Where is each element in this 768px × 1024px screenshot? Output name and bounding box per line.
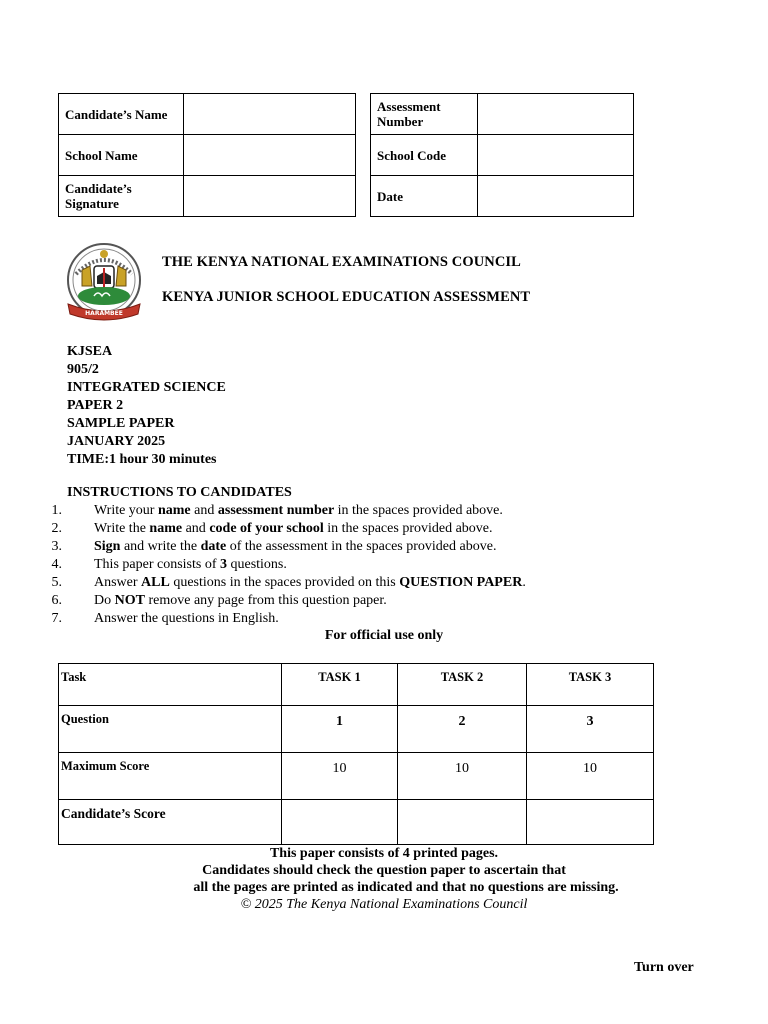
question-3-number: 3 xyxy=(527,706,654,753)
assessment-title: KENYA JUNIOR SCHOOL EDUCATION ASSESSMENT xyxy=(162,289,531,305)
paper-number: PAPER 2 xyxy=(67,398,124,413)
date-label: Date xyxy=(371,176,478,217)
instruction-text: Sign and write the date of the assessment in the spaces provided above. xyxy=(94,539,497,554)
instruction-item xyxy=(48,592,748,610)
max-score-task-2: 10 xyxy=(398,753,527,800)
turn-over-label: Turn over xyxy=(634,960,694,975)
instruction-number: 6. xyxy=(51,593,62,608)
crest-motto: HARAMBEE xyxy=(85,310,123,317)
question-1-number: 1 xyxy=(282,706,398,753)
score-row-label-candidate: Candidate’s Score xyxy=(59,800,282,845)
instruction-text: Write the name and code of your school in the spaces provided above. xyxy=(94,521,493,536)
paper-type: SAMPLE PAPER xyxy=(67,416,175,431)
council-title: THE KENYA NATIONAL EXAMINATIONS COUNCIL xyxy=(162,254,521,270)
school-name-label: School Name xyxy=(59,135,184,176)
exam-name: KJSEA xyxy=(67,344,113,359)
paper-code: 905/2 xyxy=(67,362,99,377)
instruction-text: Write your name and assessment number in the spaces provided above. xyxy=(94,503,503,518)
instruction-number: 3. xyxy=(51,539,62,554)
copyright-note: © 2025 The Kenya National Examinations Council xyxy=(240,897,528,912)
candidate-name-label: Candidate’s Name xyxy=(59,94,184,135)
subject-name: INTEGRATED SCIENCE xyxy=(67,380,226,395)
task-3-header: TASK 3 xyxy=(527,664,654,706)
instruction-number: 4. xyxy=(51,557,62,572)
max-score-task-3: 10 xyxy=(527,753,654,800)
paper-meta xyxy=(67,343,226,469)
instruction-item xyxy=(48,502,748,520)
knec-crest-logo xyxy=(64,240,144,326)
date-field[interactable] xyxy=(478,176,634,217)
check-note-2: all the pages are printed as indicated and that no questions are missing. xyxy=(193,880,619,895)
task-2-header: TASK 2 xyxy=(398,664,527,706)
official-use-label: For official use only xyxy=(324,628,444,643)
page-count-note: This paper consists of 4 printed pages. xyxy=(269,846,499,861)
score-row-label-task: Task xyxy=(59,664,282,706)
instruction-text: Answer ALL questions in the spaces provided on this QUESTION PAPER. xyxy=(94,575,526,590)
instruction-number: 1. xyxy=(51,503,62,518)
check-note-1: Candidates should check the question paper to ascertain that xyxy=(202,863,566,878)
candidate-signature-label: Candidate’s Signature xyxy=(59,176,184,217)
candidate-info-table xyxy=(58,93,356,217)
school-code-label: School Code xyxy=(371,135,478,176)
instruction-text: This paper consists of 3 questions. xyxy=(94,557,287,572)
instruction-text: Answer the questions in English. xyxy=(94,611,279,626)
exam-date: JANUARY 2025 xyxy=(67,434,166,449)
candidate-score-task-3[interactable] xyxy=(527,800,654,845)
candidate-signature-field[interactable] xyxy=(184,176,356,217)
exam-time: TIME:1 hour 30 minutes xyxy=(67,452,217,467)
max-score-task-1: 10 xyxy=(282,753,398,800)
task-1-header: TASK 1 xyxy=(282,664,398,706)
assessment-number-label: Assessment Number xyxy=(371,94,478,135)
instruction-item xyxy=(48,538,748,556)
candidate-score-task-2[interactable] xyxy=(398,800,527,845)
score-table xyxy=(58,663,654,845)
instructions-title: INSTRUCTIONS TO CANDIDATES xyxy=(67,485,292,500)
instruction-item xyxy=(48,610,748,628)
assessment-info-table xyxy=(370,93,634,217)
instruction-item xyxy=(48,520,748,538)
instruction-item xyxy=(48,556,748,574)
assessment-number-field[interactable] xyxy=(478,94,634,135)
instruction-number: 2. xyxy=(51,521,62,536)
score-row-label-question: Question xyxy=(59,706,282,753)
school-code-field[interactable] xyxy=(478,135,634,176)
question-2-number: 2 xyxy=(398,706,527,753)
candidate-name-field[interactable] xyxy=(184,94,356,135)
instructions-list xyxy=(48,502,748,628)
instruction-item xyxy=(48,574,748,592)
candidate-score-task-1[interactable] xyxy=(282,800,398,845)
instruction-number: 7. xyxy=(51,611,62,626)
instruction-text: Do NOT remove any page from this question paper. xyxy=(94,593,387,608)
instruction-number: 5. xyxy=(51,575,62,590)
school-name-field[interactable] xyxy=(184,135,356,176)
score-row-label-max: Maximum Score xyxy=(59,753,282,800)
